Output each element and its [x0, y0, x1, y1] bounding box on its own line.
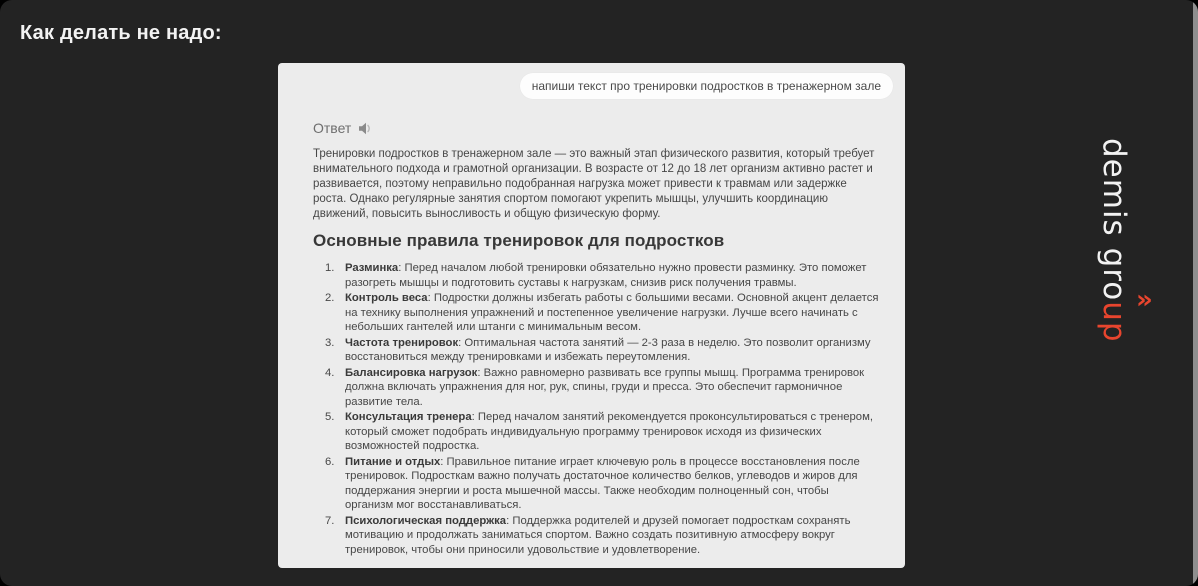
user-message-bubble: напиши текст про тренировки подростков в тренажерном зале: [520, 73, 893, 99]
rule-item: 4. Балансировка нагрузок: Важно равномерно развивать все группы мышц. Программа тренировок должна включать упражнения для ног, рук, спины, груди и пресса. Это обеспечит гармоничное развитие тела.: [325, 366, 865, 408]
logo-text-white: demis gro: [1096, 138, 1132, 302]
answer-intro-paragraph: Тренировки подростков в тренажерном зале — это важный этап физического развития, который требует внимательного подхода и грамотной организации. В возрасте от 12 до 18 лет организм активно растет и развивается, поэтому неправильно подобранная нагрузка может привести к травмам или задержке роста. Однако регулярные занятия спортом помогают укрепить мышцы, улучшить координацию движений, повысить выносливость и общую физическую форму.: [313, 148, 875, 220]
logo-text-red: up: [1096, 301, 1132, 343]
rule-item: 3. Частота тренировок: Оптимальная частота занятий — 2-3 раза в неделю. Это позволит организму восстановиться между тренировками и избежать переутомления.: [325, 336, 871, 363]
logo-chevron-icon: »: [1136, 285, 1153, 315]
rule-item: 7. Психологическая поддержка: Поддержка родителей и друзей помогает подросткам сохранять мотивацию и продолжать заниматься спортом. Важно создать позитивную атмосферу вокруг тренировок, чтобы они приносили удовольствие и удовлетворение.: [325, 514, 851, 556]
chat-card: [278, 63, 905, 568]
rules-list: [313, 261, 880, 557]
rule-item: 1. Разминка: Перед началом любой тренировки обязательно нужно провести разминку. Это поможет разогреть мышцы и подготовить суставы к нагрузкам, снизив риск получения травмы.: [325, 262, 867, 289]
rule-item: 5. Консультация тренера: Перед началом занятий рекомендуется проконсультироваться с тренером, который сможет подобрать индивидуальную программу тренировок исходя из физических возможностей подростка.: [325, 411, 873, 452]
answer-section-heading: Основные правила тренировок для подростков: [313, 231, 725, 250]
speaker-icon[interactable]: [358, 122, 373, 135]
rule-item: 2. Контроль веса: Подростки должны избегать работы с большими весами. Основной акцент делается на технику выполнения упражнений и постепенное увеличение нагрузки. Лучше всего начинать с небольших гантелей или штанги с минимальным весом.: [325, 292, 879, 333]
demis-group-logo: [1096, 138, 1132, 343]
page-title: Как делать не надо:: [20, 22, 222, 44]
rule-item: 6. Питание и отдых: Правильное питание играет ключевую роль в процессе восстановления после тренировок. Подросткам важно получать достаточное количество белков, углеводов и жиров для поддержания энергии и роста мышечной массы. Также необходим полноценный сон, чтобы организм мог восстанавливаться.: [325, 455, 860, 511]
answer-label: Ответ: [313, 120, 352, 136]
window-edge-strip: [1193, 0, 1198, 586]
